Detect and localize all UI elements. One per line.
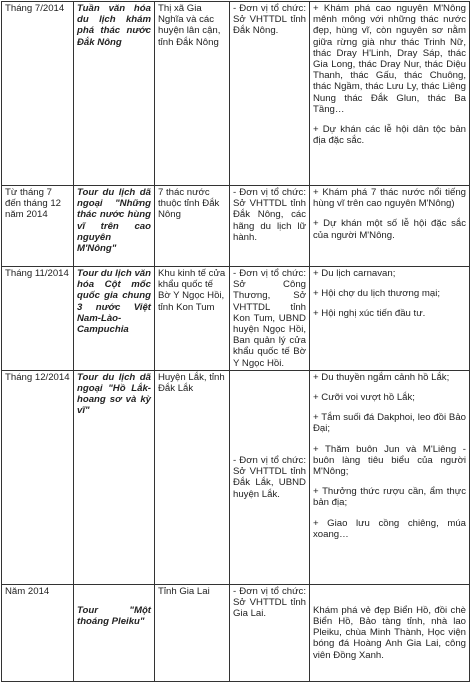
event-name-cell: Tour "Một thoáng Pleiku" <box>74 584 155 681</box>
table-row <box>2 267 470 371</box>
organizer-cell: - Đơn vị tổ chức: Sở Công Thương, Sở VHTTDL tỉnh Kon Tum, UBND huyện Ngọc Hồi, Ban quản lý cửa khẩu quốc tế Bờ Y Ngọc Hồi. <box>230 267 310 371</box>
event-schedule-table <box>1 1 470 682</box>
activities-cell <box>310 186 470 267</box>
time-cell: Tháng 12/2014 <box>2 370 74 584</box>
time-cell: Năm 2014 <box>2 584 74 681</box>
activity-item: + Dự khán một số lễ hội đặc sắc của người M'Nông. <box>313 218 466 241</box>
activity-item: + Khám phá cao nguyên M'Nông mênh mông với những thác nước đẹp, hùng vĩ, còn nguyên sơ nằm giữa rừng già như thác Trinh Nữ, thác Dray H'Linh, Dray Sáp, thác Gia Long, thác Dray Nur, thác Diệu Thanh, thác Gấu, thác Chuông, thác Ngầm, thác Lưu Ly, thác Liêng Nung thác Đắk Glun, thác Ba Tầng… <box>313 3 466 115</box>
activity-item: + Cưỡi voi vượt hồ Lắk; <box>313 392 415 404</box>
organizer-cell: - Đơn vị tổ chức: Sở VHTTDL tỉnh Đắk Lắk, UBND huyện Lắk. <box>230 370 310 584</box>
table-row <box>2 2 470 186</box>
activities-cell <box>310 2 470 186</box>
time-cell: Tháng 7/2014 <box>2 2 74 186</box>
activity-item: + Khám phá 7 thác nước nổi tiếng hùng vĩ trên cao nguyên M'Nông) <box>313 187 466 210</box>
time-cell: Từ tháng 7 đến tháng 12 năm 2014 <box>2 186 74 267</box>
activity-item: Khám phá vẻ đẹp Biển Hồ, đồi chè Biển Hồ, Bảo tàng tỉnh, nhà lao Pleiku, chùa Minh Thành, Học viện bóng đá Hoàng Anh Gia Lai, công viên Đồng Xanh. <box>313 604 466 661</box>
activity-item: + Hội chợ du lịch thương mại; <box>313 288 440 300</box>
activity-item: + Thưởng thức rượu cần, ẩm thực bản địa; <box>313 486 466 509</box>
location-cell: Huyện Lắk, tỉnh Đắk Lắk <box>155 370 230 584</box>
activity-item: + Dự khán các lễ hội dân tộc bản địa đặc sắc. <box>313 124 466 147</box>
location-cell: Tỉnh Gia Lai <box>155 584 230 681</box>
activity-item: + Giao lưu cồng chiêng, múa xoang… <box>313 517 466 540</box>
activity-item: + Tắm suối đá Dakphoi, leo đồi Bảo Đại; <box>313 412 466 435</box>
location-cell: 7 thác nước thuộc tỉnh Đắk Nông <box>155 186 230 267</box>
activities-cell <box>310 267 470 371</box>
organizer-cell: - Đơn vị tổ chức: Sở VHTTDL tỉnh Gia Lai. <box>230 584 310 681</box>
activity-item: + Du thuyền ngắm cảnh hồ Lắk; <box>313 371 450 383</box>
table-row <box>2 186 470 267</box>
activities-cell <box>310 370 470 584</box>
activities-cell <box>310 584 470 681</box>
event-name-cell: Tour du lịch dã ngoại "Những thác nước hùng vĩ trên cao nguyên M'Nông" <box>74 186 155 267</box>
event-name-cell: Tour du lịch dã ngoại "Hồ Lắk-hoang sơ và kỳ vĩ" <box>74 370 155 584</box>
time-cell: Tháng 11/2014 <box>2 267 74 371</box>
location-cell: Thị xã Gia Nghĩa và các huyện lân cận, tỉnh Đắk Nông <box>155 2 230 186</box>
activity-item: + Thăm buôn Jun và M'Liêng - buôn làng tiêu biểu của người M'Nông; <box>313 443 466 478</box>
table-row <box>2 584 470 681</box>
event-name-cell: Tour du lịch văn hóa Cột mốc quốc gia chung 3 nước Việt Nam-Lào-Campuchia <box>74 267 155 371</box>
event-name-cell: Tuần văn hóa du lịch khám phá thác nước Đắk Nông <box>74 2 155 186</box>
table-row <box>2 370 470 584</box>
activity-item: + Hội nghị xúc tiến đầu tư. <box>313 308 426 320</box>
organizer-cell: - Đơn vị tổ chức: Sở VHTTDL tỉnh Đắk Nông. <box>230 2 310 186</box>
location-cell: Khu kinh tế cửa khẩu quốc tế Bờ Y Ngọc Hồi, tỉnh Kon Tum <box>155 267 230 371</box>
organizer-cell: - Đơn vị tổ chức: Sở VHTTDL tỉnh Đắk Nông, các hãng du lịch lữ hành. <box>230 186 310 267</box>
activity-item: + Du lịch carnavan; <box>313 268 396 279</box>
